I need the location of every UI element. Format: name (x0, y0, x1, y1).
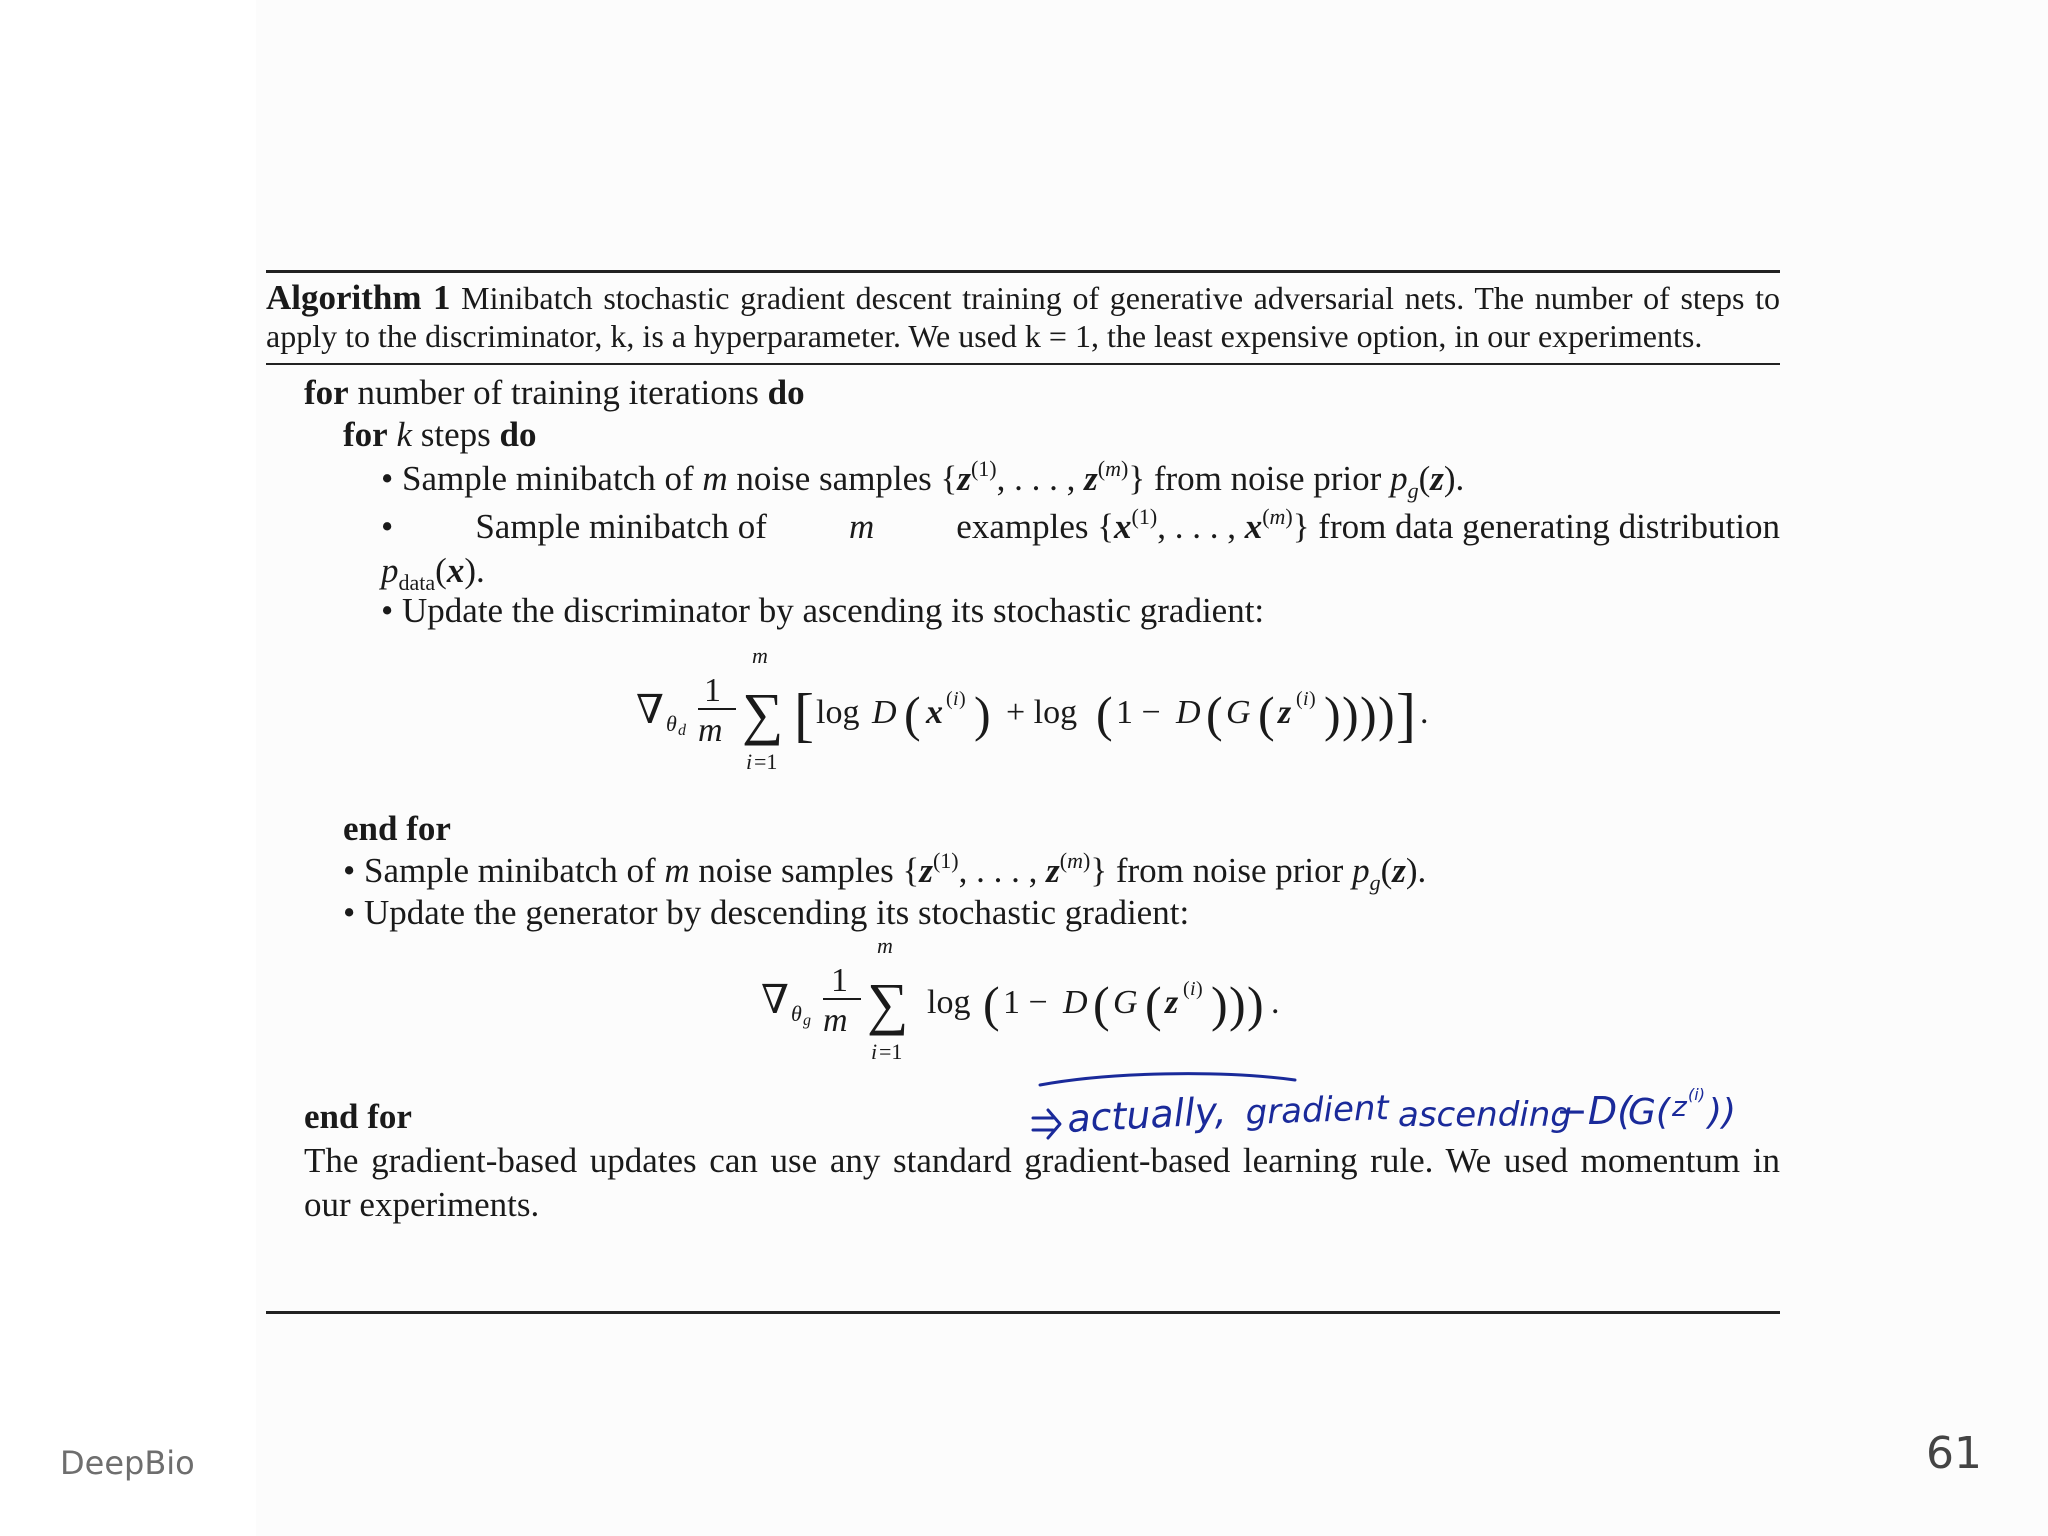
svg-text:∑: ∑ (867, 971, 909, 1036)
svg-text:1 −: 1 − (1116, 694, 1161, 731)
svg-text:): ) (1360, 686, 1377, 742)
svg-text:): ) (974, 686, 991, 742)
svg-text:): ) (1324, 686, 1341, 742)
bullet: • (381, 591, 394, 630)
svg-text:1: 1 (704, 672, 721, 709)
svg-text:∇: ∇ (636, 687, 664, 732)
svg-text:(: ( (946, 688, 953, 710)
svg-text:G: G (1226, 694, 1251, 731)
text: Update the generator by descending its stochastic gradient: (364, 893, 1190, 932)
svg-text:.: . (1271, 984, 1280, 1021)
svg-text:): ) (1309, 688, 1316, 710)
svg-text:D: D (1063, 984, 1088, 1021)
text: } from noise prior (1128, 459, 1382, 498)
svg-text:): ) (959, 688, 966, 710)
svg-text:z: z (1278, 694, 1292, 731)
svg-text:(: ( (1206, 686, 1223, 742)
svg-text:D: D (1176, 694, 1201, 731)
text: } from noise prior (1090, 851, 1344, 890)
caption-head: Algorithm 1 (266, 278, 451, 317)
svg-text:): ) (1247, 976, 1264, 1032)
svg-text:m: m (752, 647, 768, 668)
svg-text:θ: θ (666, 711, 677, 736)
keyword-do: do (767, 373, 805, 412)
end-for-outer: end for (304, 1097, 412, 1136)
svg-text:+ log: + log (1006, 694, 1078, 731)
svg-text:G(: G( (1628, 1092, 1670, 1133)
bullet: • (381, 507, 394, 546)
bullet: • (381, 459, 394, 498)
svg-text:m: m (877, 937, 893, 958)
svg-text:d: d (678, 722, 686, 739)
bullet-sample-noise-outer: • Sample minibatch of m noise samples {$z^{(1)}$, . . . , $z^{(m)}$} from noise prior $p_g(z)$. (343, 848, 1427, 895)
svg-text:(: ( (1145, 976, 1162, 1032)
svg-text:[: [ (794, 682, 814, 748)
var-m: m (664, 851, 690, 890)
svg-text:): ) (1342, 686, 1359, 742)
var-m: m (702, 459, 728, 498)
svg-text:(: ( (1296, 688, 1303, 710)
svg-text:(i): (i) (1688, 1085, 1705, 1104)
svg-text:.: . (1420, 694, 1429, 731)
text: } from data generating distribution (1292, 507, 1780, 546)
svg-text:(: ( (1093, 976, 1110, 1032)
text: Sample minibatch of (364, 851, 656, 890)
svg-text:log: log (927, 984, 971, 1021)
footer-brand: DeepBio (60, 1444, 195, 1482)
svg-text:log: log (816, 694, 860, 731)
svg-text:m: m (698, 712, 723, 749)
svg-text:): ) (1378, 686, 1395, 742)
bullet-sample-data: • Sample minibatch of m examples {$x^{(1)}$, . . . , $x^{(m)}$} from data generating distribution (381, 504, 1780, 546)
end-for-inner: end for (343, 809, 451, 848)
svg-text:i: i (953, 688, 959, 710)
keyword-do: do (499, 415, 537, 454)
svg-text:(: ( (1258, 686, 1275, 742)
svg-text:i: i (1190, 978, 1196, 1000)
svg-text:): ) (1229, 976, 1246, 1032)
svg-text:x: x (926, 694, 943, 731)
keyword-for: for (304, 373, 349, 412)
closing-paragraph: The gradient-based updates can use any standard gradient-based learning rule. We used momentum in our experiments. (304, 1141, 1780, 1224)
page-number: 61 (1926, 1428, 1982, 1479)
bullet: • (343, 851, 356, 890)
var-k: k (396, 415, 412, 454)
svg-text:θ: θ (791, 1001, 802, 1026)
text: Sample minibatch of (402, 459, 694, 498)
svg-text:∑: ∑ (742, 681, 784, 746)
svg-text:g: g (803, 1012, 811, 1029)
svg-text:(: ( (1096, 686, 1113, 742)
svg-text:(: ( (983, 976, 1000, 1032)
text: noise samples (736, 459, 932, 498)
subscript-data: data (398, 570, 436, 595)
svg-text:z: z (1165, 984, 1179, 1021)
inner-for-text: steps (420, 415, 491, 454)
svg-text:=1: =1 (879, 1039, 903, 1064)
svg-text:−D(: −D( (1556, 1089, 1632, 1133)
svg-text:(: ( (904, 686, 921, 742)
svg-text:): ) (1211, 976, 1228, 1032)
svg-text:=1: =1 (754, 749, 778, 774)
svg-text:z: z (1672, 1090, 1687, 1123)
pdata-line: $p_{data}(x)$. (381, 551, 485, 595)
var-m: m (848, 507, 875, 546)
caption-text: Minibatch stochastic gradient descent training of generative adversarial nets. The number of steps to apply to the discriminator, k, is a hyperparameter. We used k = 1, the least expensive option, in our experiments. (266, 280, 1781, 354)
text: Update the discriminator by ascending its stochastic gradient: (402, 591, 1265, 630)
keyword-for: for (343, 415, 388, 454)
svg-text:)): )) (1708, 1092, 1737, 1133)
svg-text:1 −: 1 − (1003, 984, 1048, 1021)
svg-text:D: D (872, 694, 897, 731)
svg-text:): ) (1196, 978, 1203, 1000)
svg-text:gradient: gradient (1244, 1088, 1390, 1133)
text: Sample minibatch of (475, 507, 767, 546)
svg-text:G: G (1113, 984, 1138, 1021)
bullet-sample-noise-inner: • Sample minibatch of m noise samples {$z^{(1)}$, . . . , $z^{(m)}$} from noise prior $p_g(z)$. (381, 456, 1465, 503)
svg-text:i: i (1303, 688, 1309, 710)
svg-text:∇: ∇ (761, 977, 789, 1022)
svg-text:ascending: ascending (1398, 1095, 1572, 1135)
bullet: • (343, 893, 356, 932)
svg-text:m: m (823, 1002, 848, 1039)
svg-text:1: 1 (831, 962, 848, 999)
svg-text:i: i (746, 749, 753, 774)
text: examples { (956, 507, 1115, 546)
svg-text:actually,: actually, (1066, 1088, 1228, 1141)
outer-for-text: number of training iterations (357, 373, 759, 412)
text: noise samples (698, 851, 894, 890)
svg-text:(: ( (1183, 978, 1190, 1000)
svg-text:i: i (871, 1039, 878, 1064)
svg-text:]: ] (1396, 682, 1416, 748)
